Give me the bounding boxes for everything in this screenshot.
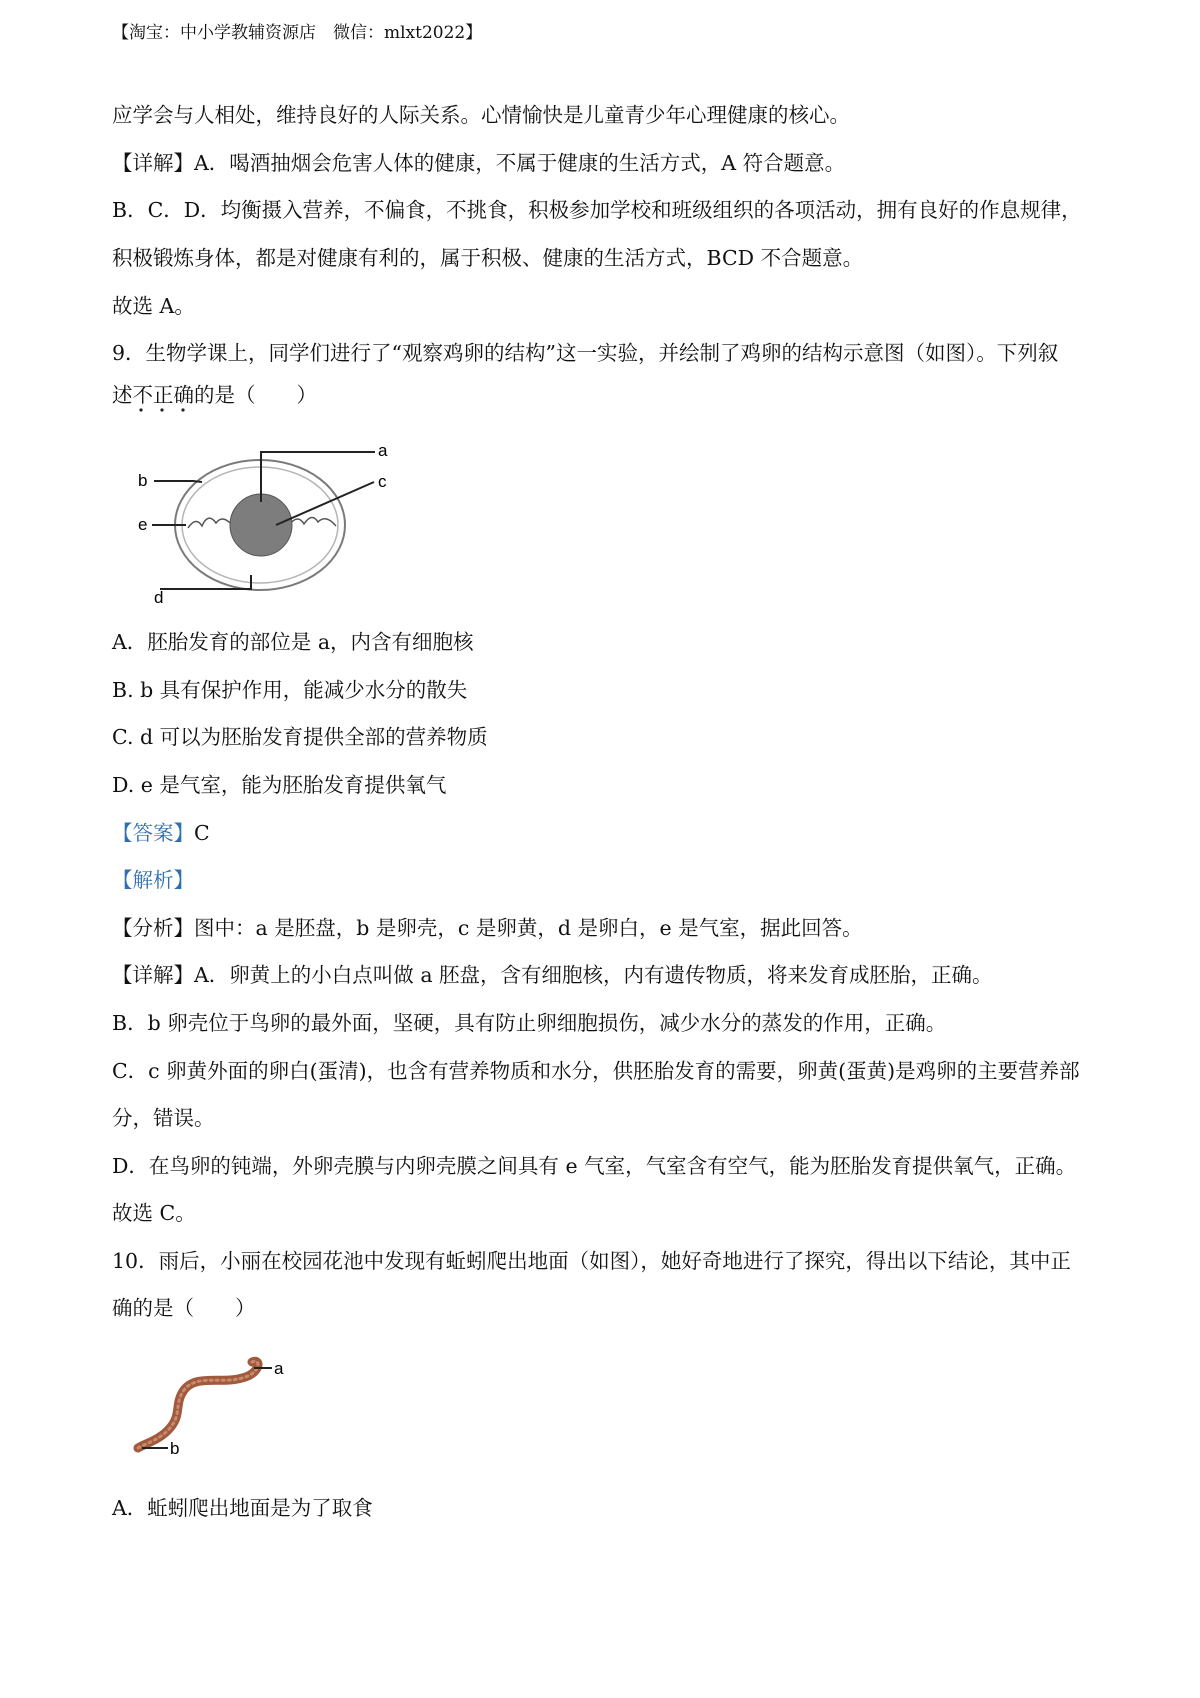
egg-label-d: d	[154, 588, 164, 607]
egg-label-e: e	[138, 515, 148, 534]
detail-line: 故选 C。	[112, 1201, 196, 1225]
analysis-label: 【解析】	[112, 868, 194, 892]
detail-line: 分，错误。	[112, 1106, 215, 1130]
text-line: 【详解】A．喝酒抽烟会危害人体的健康，不属于健康的生活方式，A 符合题意。	[112, 151, 846, 175]
question-9-stem: 9．生物学课上，同学们进行了“观察鸡卵的结构”这一实验，并绘制了鸡卵的结构示意图（如图）。下列叙	[112, 341, 1059, 365]
egg-label-c: c	[378, 472, 387, 491]
question-10-stem-cont: 确的是（ ）	[112, 1296, 256, 1320]
detail-line: C．c 卵黄外面的卵白(蛋清)，也含有营养物质和水分，供胚胎发育的需要，卵黄(蛋黄)是鸡卵的主要营养部	[112, 1059, 1080, 1083]
worm-label-a: a	[274, 1359, 284, 1378]
text-line: 故选 A。	[112, 294, 195, 318]
option-d: D. e 是气室，能为胚胎发育提供氧气	[112, 773, 447, 797]
text-line: 应学会与人相处，维持良好的人际关系。心情愉快是儿童青少年心理健康的核心。	[112, 103, 850, 127]
egg-label-a: a	[378, 441, 388, 460]
page-header: 【淘宝：中小学教辅资源店 微信：mlxt2022】	[112, 23, 483, 43]
egg-structure-diagram	[130, 440, 400, 610]
option-a: A．胚胎发育的部位是 a，内含有细胞核	[112, 630, 474, 654]
chalaza-right	[290, 517, 336, 526]
detail-line: D．在鸟卵的钝端，外卵壳膜与内卵壳膜之间具有 e 气室，气室含有空气，能为胚胎发育提供氧气，正确。	[112, 1154, 1077, 1178]
answer-line	[112, 818, 210, 848]
analysis-text: 【分析】图中：a 是胚盘，b 是卵壳，c 是卵黄，d 是卵白，e 是气室，据此回答。	[112, 916, 863, 940]
leader-line-b	[154, 481, 202, 482]
text-line: B．C．D．均衡摄入营养，不偏食，不挑食，积极参加学校和班级组织的各项活动，拥有良好的作息规律，	[112, 198, 1082, 222]
detail-line: 【详解】A．卵黄上的小白点叫做 a 胚盘，含有细胞核，内有遗传物质，将来发育成胚胎，正确。	[112, 963, 993, 987]
worm-label-b: b	[170, 1439, 180, 1458]
earthworm-diagram	[130, 1348, 300, 1458]
answer-value: C	[194, 821, 210, 845]
text-line: 积极锻炼身体，都是对健康有利的，属于积极、健康的生活方式，BCD 不合题意。	[112, 246, 864, 270]
answer-label: 【答案】	[112, 821, 194, 845]
question-9-stem-cont: 述不正确的是（ ）	[112, 383, 317, 407]
option-c: C. d 可以为胚胎发育提供全部的营养物质	[112, 725, 488, 749]
earthworm-body	[138, 1361, 258, 1448]
egg-label-b: b	[138, 471, 148, 490]
chalaza-left	[188, 518, 230, 528]
detail-line: B．b 卵壳位于鸟卵的最外面，坚硬，具有防止卵细胞损伤，减少水分的蒸发的作用，正确。	[112, 1011, 947, 1035]
question-10-option-a: A．蚯蚓爬出地面是为了取食	[112, 1496, 373, 1520]
egg-yolk	[230, 494, 292, 556]
emphasis-dots	[135, 406, 195, 414]
question-10-stem: 10．雨后，小丽在校园花池中发现有蚯蚓爬出地面（如图），她好奇地进行了探究，得出以下结论，其中正	[112, 1249, 1071, 1273]
option-b: B. b 具有保护作用，能减少水分的散失	[112, 678, 468, 702]
